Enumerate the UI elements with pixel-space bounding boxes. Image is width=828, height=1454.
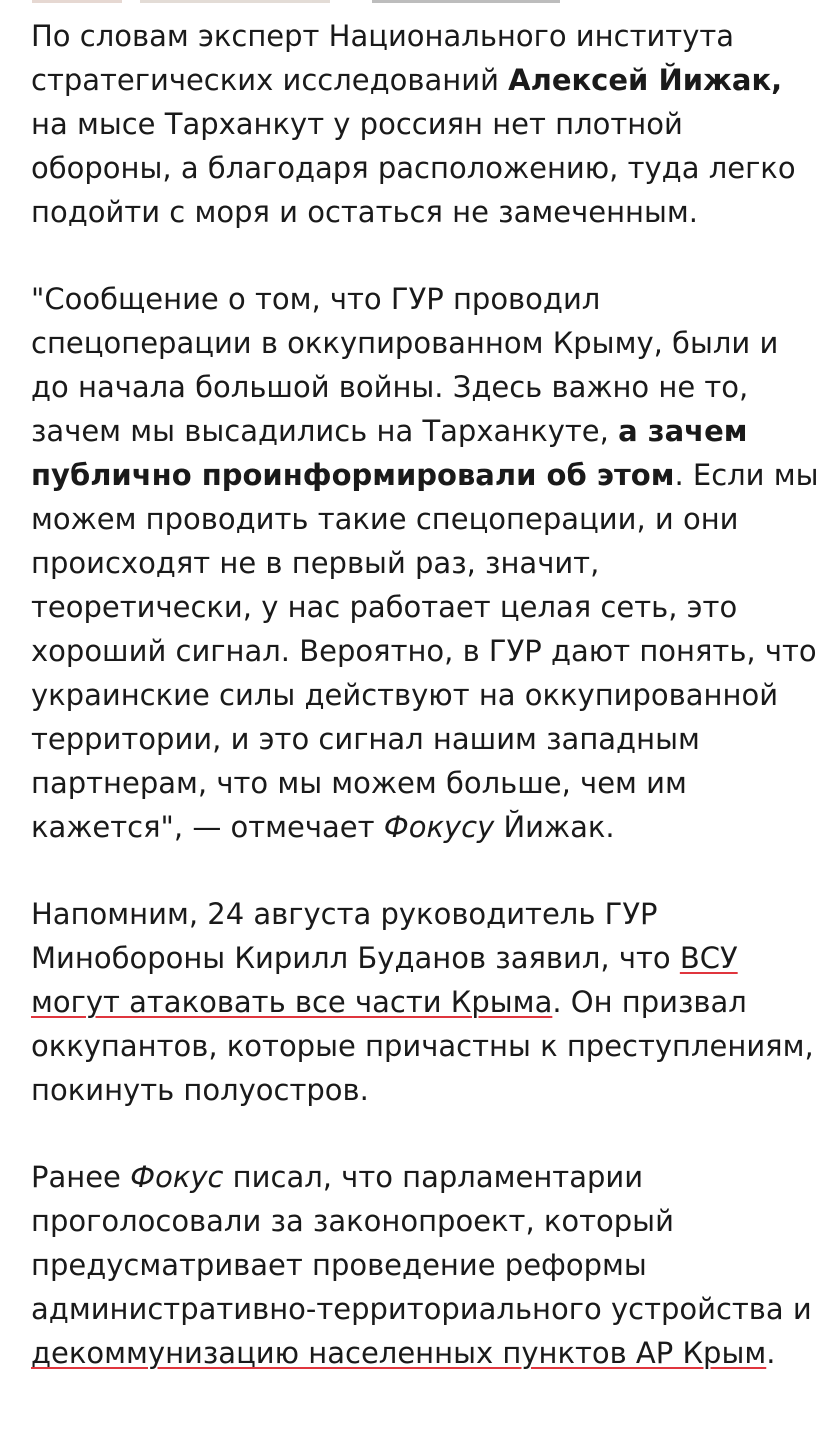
text: Йижак.	[494, 810, 615, 844]
paragraph-quote	[31, 277, 821, 849]
text: на мысе Тарханкут у россиян нет плотной обороны, а благодаря расположению, туда легко подойти с моря и остаться не замеченным.	[31, 107, 796, 229]
publication-name: Фокус	[130, 1160, 224, 1194]
text: По словам эксперт Национального института стратегических исследований	[31, 19, 735, 97]
text: писал, что парламентарии проголосовали за законопроект, который предусматривает проведение реформы административно-территориального устройства и	[31, 1160, 812, 1326]
text: Ранее	[31, 1160, 131, 1194]
article-body	[31, 14, 821, 1375]
paragraph-reminder	[31, 892, 821, 1112]
paragraph-expert-opinion	[31, 14, 821, 234]
publication-name: Фокусу	[383, 810, 495, 844]
image-edge-segment	[32, 0, 122, 3]
text: . Он призвал оккупантов, которые причастны к преступлениям, покинуть полуостров.	[31, 985, 814, 1107]
text: Напомним, 24 августа руководитель ГУР Минобороны Кирилл Буданов заявил, что	[31, 897, 680, 975]
text: . Если мы можем проводить такие спецоперации, и они происходят не в первый раз, значит, теоретически, у нас работает целая сеть, это хороший сигнал. Вероятно, в ГУР дают понять, что украинские силы действуют на оккупированной территории, и это сигнал нашим западным партнерам, что мы можем больше, чем им кажется", — отмечает	[31, 458, 819, 844]
top-image-edge	[0, 0, 828, 4]
expert-name: Алексей Йижак,	[508, 63, 783, 97]
link-decommunization-crimea[interactable]: декоммунизацию населенных пунктов АР Крым	[31, 1336, 767, 1370]
text: "Сообщение о том, что ГУР проводил спецоперации в оккупированном Крыму, были и до начала большой войны. Здесь важно не то, зачем мы высадились на Тарханкуте,	[31, 282, 779, 448]
image-edge-segment	[140, 0, 330, 3]
bold-emphasis: а зачем публично проинформировали об этом	[31, 414, 748, 492]
link-afu-attack-crimea[interactable]: ВСУ могут атаковать все части Крыма	[31, 941, 738, 1019]
paragraph-earlier	[31, 1155, 821, 1375]
text: .	[766, 1336, 776, 1370]
image-edge-segment	[372, 0, 560, 3]
